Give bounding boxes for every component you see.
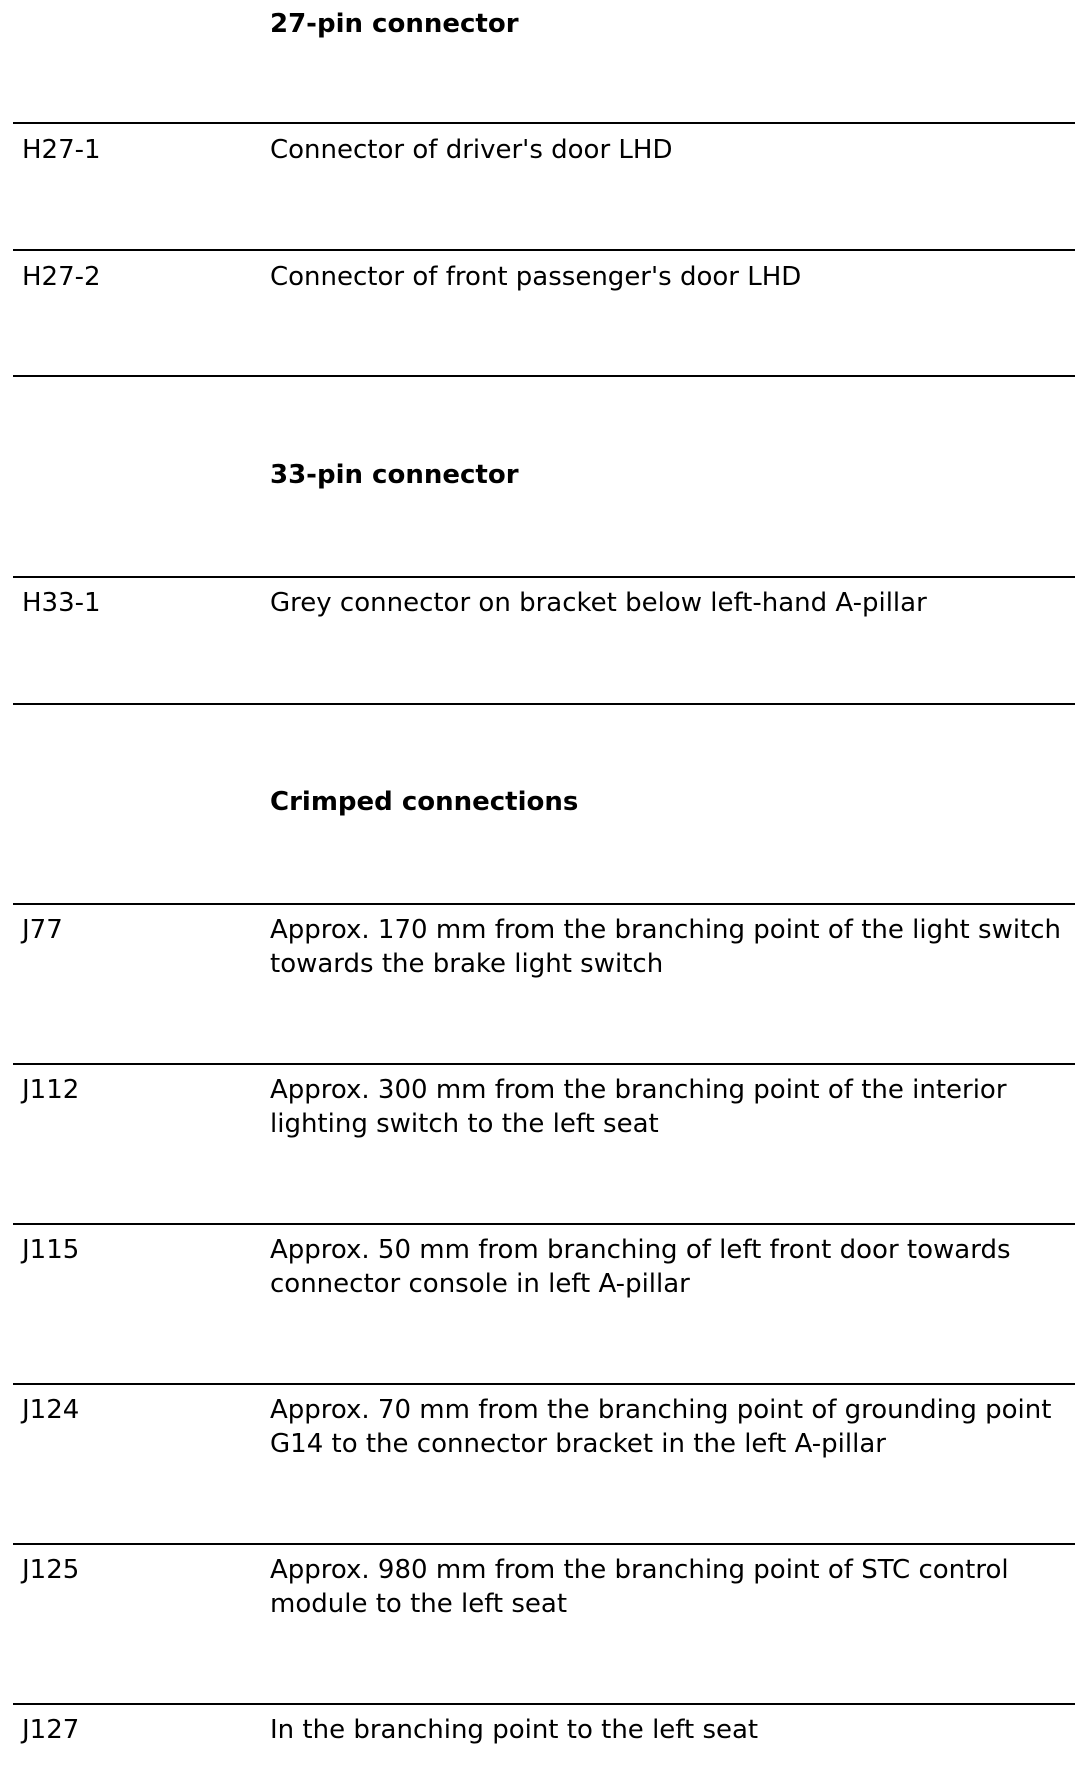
table-rule [13,1543,1075,1545]
table-rule [13,1223,1075,1225]
table-rule [13,903,1075,905]
connector-description: Approx. 980 mm from the branching point of STC control module to the left seat [270,1555,1009,1619]
table-rule [13,576,1075,578]
connector-description: Approx. 70 mm from the branching point of grounding point G14 to the connector bracket in the left A-pillar [270,1395,1052,1459]
connector-code: J115 [22,1235,80,1265]
connector-code: H27-2 [22,262,101,292]
table-rule [13,1383,1075,1385]
connector-code: J112 [22,1075,80,1105]
connector-description: Approx. 300 mm from the branching point of the interior lighting switch to the left seat [270,1075,1007,1139]
connector-description: Connector of driver's door LHD [270,135,673,165]
connector-description: Connector of front passenger's door LHD [270,262,802,292]
table-rule [13,1063,1075,1065]
section-heading-27-pin: 27-pin connector [270,9,519,39]
connector-code: H27-1 [22,135,101,165]
connector-code: J125 [22,1555,80,1585]
table-rule [13,1703,1075,1705]
connector-description: Approx. 50 mm from branching of left front door towards connector console in left A-pillar [270,1235,1011,1299]
connector-code: H33-1 [22,588,101,618]
connector-code: J77 [22,915,63,945]
table-rule [13,249,1075,251]
table-rule [13,122,1075,124]
connector-description: Grey connector on bracket below left-hand A-pillar [270,588,927,618]
table-rule [13,375,1075,377]
connector-code: J127 [22,1715,80,1745]
table-rule [13,703,1075,705]
connector-description: In the branching point to the left seat [270,1715,759,1745]
connector-description: Approx. 170 mm from the branching point of the light switch towards the brake light switch [270,915,1062,979]
section-heading-crimped-connections: Crimped connections [270,787,579,817]
connector-code: J124 [22,1395,80,1425]
section-heading-33-pin: 33-pin connector [270,460,519,490]
